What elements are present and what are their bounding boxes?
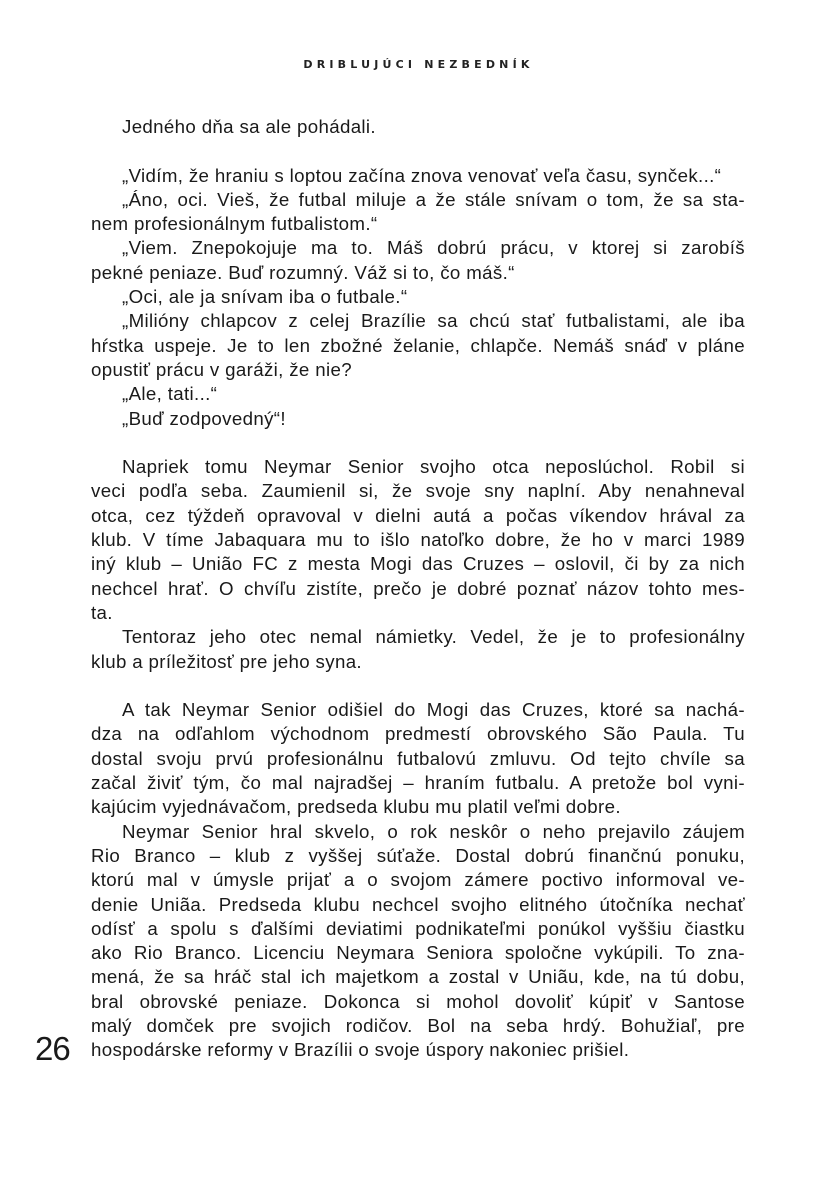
text-line: A tak Neymar Senior odišiel do Mogi das Cruzes, ktoré sa nachá- [122, 699, 745, 721]
text-line: klub a príležitosť pre jeho syna. [91, 650, 362, 672]
text-line: „Áno, oci. Vieš, že futbal miluje a že stále snívam o tom, že sa sta- [122, 188, 745, 210]
text-line: Tentoraz jeho otec nemal námietky. Vedel, že je to profesionálny [122, 626, 745, 648]
text-line: Jedného dňa sa ale pohádali. [122, 116, 376, 137]
text-line: hŕstka uspeje. Je to len zbožné želanie, chlapče. Nemáš snáď v pláne [91, 334, 745, 356]
text-line: „Oci, ale ja snívam iba o futbale.“ [122, 286, 408, 308]
paragraph-gap [91, 139, 745, 163]
text-line: ktorú mal v úmysle prijať a o svojom zámere poctivo informoval ve- [91, 869, 745, 891]
text-line: „Buď zodpovedný“! [122, 407, 286, 429]
text-line: pekné peniaze. Buď rozumný. Váž si to, čo máš.“ [91, 261, 515, 283]
text-line: denie Uniãa. Predseda klubu nechcel svojho elitného útočníka nechať [91, 893, 745, 915]
text-line: dostal svoju prvú profesionálnu futbalovú zmluvu. Od tejto chvíle sa [91, 747, 745, 769]
text-line: opustiť prácu v garáži, že nie? [91, 358, 352, 380]
text-line: otca, cez týždeň opravoval v dielni autá a počas víkendov hrával za [91, 504, 745, 526]
text-line: Neymar Senior hral skvelo, o rok neskôr o neho prejavilo záujem [122, 820, 745, 842]
text-line: ako Rio Branco. Licenciu Neymara Seniora spoločne vykúpili. To zna- [91, 942, 745, 964]
text-line: „Ale, tati...“ [122, 383, 218, 405]
text-line: kajúcim vyjednávačom, predseda klubu mu platil veľmi dobre. [91, 796, 621, 818]
text-line: bral obrovské peniaze. Dokonca si mohol dovoliť kúpiť v Santose [91, 990, 745, 1012]
text-line: Rio Branco – klub z vyššej súťaže. Dostal dobrú finančnú ponuku, [91, 844, 745, 866]
text-line: iný klub – União FC z mesta Mogi das Cruzes – oslovil, či by za nich [91, 553, 745, 575]
text-line: nem profesionálnym futbalistom.“ [91, 213, 378, 235]
paragraph-gap [91, 431, 745, 455]
page-number: 26 [35, 1030, 70, 1067]
text-line: malý domček pre svojich rodičov. Bol na seba hrdý. Bohužiaľ, pre [91, 1014, 745, 1036]
text-line: „Viem. Znepokojuje ma to. Máš dobrú prácu, v ktorej si zarobíš [122, 237, 745, 259]
text-line: dza na odľahlom východnom predmestí obrovského São Paula. Tu [91, 723, 745, 745]
text-line: odísť a spolu s ďalšími deviatimi podnikateľmi ponúkol vyššiu čiastku [91, 917, 745, 939]
text-line: nechcel hrať. O chvíľu zistíte, prečo je dobré poznať názov tohto mes- [91, 577, 745, 599]
text-line: mená, že sa hráč stal ich majetkom a zostal v Uniãu, kde, na tú dobu, [91, 966, 745, 988]
text-line: začal živiť tým, čo mal najradšej – hraním futbalu. A pretože bol vyni- [91, 772, 745, 794]
text-line: „Milióny chlapcov z celej Brazílie sa chcú stať futbalistami, ale iba [122, 310, 745, 332]
text-line: „Vidím, že hraniu s loptou začína znova venovať veľa času, synček...“ [122, 164, 722, 186]
body-text [91, 115, 745, 1063]
text-line: Napriek tomu Neymar Senior svojho otca neposlúchol. Robil si [122, 456, 745, 478]
running-head: DRIBLUJÚCI NEZBEDNÍK [303, 58, 534, 71]
text-line: hospodárske reformy v Brazílii o svoje úspory nakoniec prišiel. [91, 1039, 630, 1061]
text-line: ta. [91, 601, 113, 623]
text-line: klub. V tíme Jabaquara mu to išlo natoľko dobre, že ho v marci 1989 [91, 529, 745, 551]
paragraph-gap [91, 674, 745, 698]
text-line: veci podľa seba. Zaumienil si, že svoje sny naplní. Aby nenahneval [91, 480, 745, 502]
